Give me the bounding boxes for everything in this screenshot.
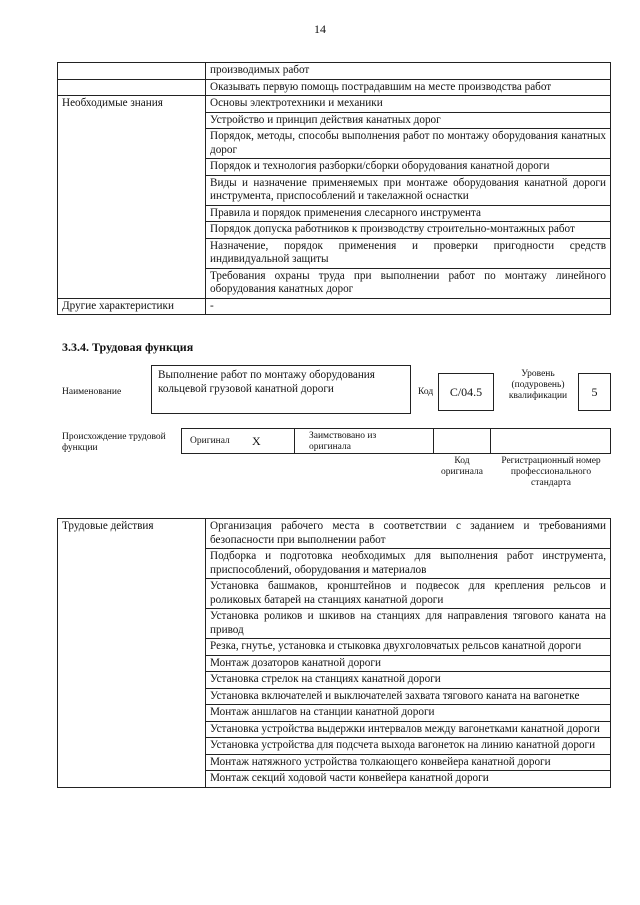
labor-actions-label: Трудовые действия (58, 519, 206, 788)
action-item: Резка, гнутье, установка и стыковка двухголовчатых рельсов канатной дороги (206, 639, 611, 656)
reg-number-box (490, 428, 611, 454)
row-text: производимых работ (206, 63, 611, 80)
name-label: Наименование (62, 387, 122, 397)
row-text: Назначение, порядок применения и проверки пригодности средств индивидуальной защиты (206, 238, 611, 268)
row-text: Порядок допуска работников к производству строительно-монтажных работ (206, 222, 611, 239)
row-text: Основы электротехники и механики (206, 96, 611, 113)
action-item: Монтаж аншлагов на станции канатной дороги (206, 705, 611, 722)
row-label (58, 63, 206, 80)
row-text: Порядок, методы, способы выполнения работ по монтажу оборудования канатных дорог (206, 129, 611, 159)
borrowed-box (294, 428, 434, 454)
action-item: Монтаж дозаторов канатной дороги (206, 655, 611, 672)
row-text: Правила и порядок применения слесарного инструмента (206, 205, 611, 222)
action-item: Подборка и подготовка необходимых для выполнения работ инструмента, приспособлений, оборудования и материалов (206, 549, 611, 579)
original-mark: X (252, 434, 261, 448)
code-label: Код (418, 387, 434, 397)
page-number: 14 (314, 22, 326, 36)
code-original-label: Код оригинала (441, 456, 483, 477)
other-characteristics-label: Другие характеристики (58, 298, 206, 315)
table-row (58, 519, 611, 549)
row-text: Требования охраны труда при выполнении работ по монтажу линейного оборудования канатных дорог (206, 268, 611, 298)
row-text: Устройство и принцип действия канатных дорог (206, 112, 611, 129)
section-title: 3.3.4. Трудовая функция (62, 340, 194, 354)
reg-number-label: Регистрационный номер профессионального стандарта (501, 456, 601, 488)
action-item: Установка устройства выдержки интервалов между вагонетками канатной дороги (206, 721, 611, 738)
action-item: Установка роликов и шкивов на станциях для направления тягового каната на привод (206, 609, 611, 639)
action-item: Установка устройства для подсчета выхода вагонеток на линию канатной дороги (206, 738, 611, 755)
code-value-box: C/04.5 (438, 373, 494, 411)
action-item: Установка башмаков, кронштейнов и подвесок для крепления рельсов и роликовых батарей на станциях канатной дороги (206, 579, 611, 609)
row-text: Оказывать первую помощь пострадавшим на месте производства работ (206, 79, 611, 96)
action-item: Монтаж натяжного устройства толкающего конвейера канатной дороги (206, 754, 611, 771)
row-label (58, 79, 206, 96)
action-item: Установка включателей и выключателей захвата тягового каната на вагонетке (206, 688, 611, 705)
borrowed-label: Заимствовано из оригинала (309, 431, 377, 452)
table-row (58, 79, 611, 96)
row-text: Виды и назначение применяемых при монтаже оборудования канатной дороги инструмента, приспособлений и такелажной оснастки (206, 175, 611, 205)
action-item: Монтаж секций ходовой части конвейера канатной дороги (206, 771, 611, 788)
table-row (58, 96, 611, 113)
code-original-box (433, 428, 491, 454)
action-item: Установка стрелок на станциях канатной дороги (206, 672, 611, 689)
level-label: Уровень (подуровень) квалификации (508, 369, 568, 401)
requirements-table (57, 62, 611, 315)
row-text: - (206, 298, 611, 315)
action-item: Организация рабочего места в соответствии с заданием и требованиями безопасности при выполнении работ (206, 519, 611, 549)
level-value-box: 5 (578, 373, 611, 411)
original-box (181, 428, 295, 454)
table-row (58, 63, 611, 80)
original-label: Оригинал (190, 436, 230, 446)
table-row (58, 298, 611, 315)
labor-actions-table (57, 518, 611, 788)
row-text: Порядок и технология разборки/сборки оборудования канатной дороги (206, 159, 611, 176)
origin-label: Происхождение трудовой функции (62, 432, 166, 453)
function-name-box: Выполнение работ по монтажу оборудования кольцевой грузовой канатной дороги (151, 365, 411, 414)
knowledge-label: Необходимые знания (58, 96, 206, 299)
